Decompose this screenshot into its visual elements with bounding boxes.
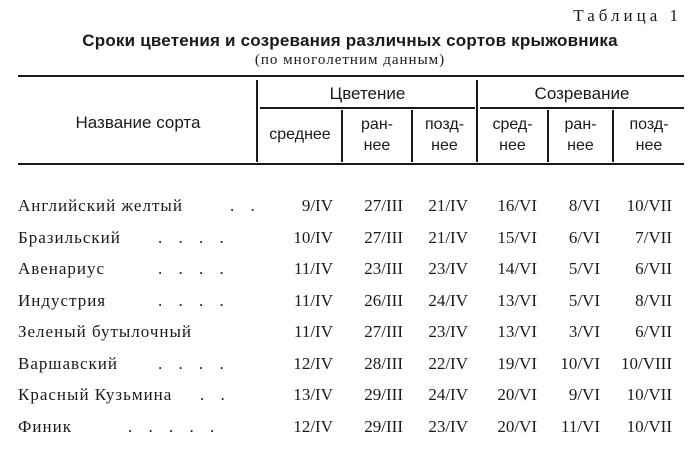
column-header-ripening-early: ран- нее <box>564 116 597 154</box>
date-cell: 20/VI <box>497 416 537 436</box>
date-cell: 7/VII <box>635 227 672 247</box>
date-cell: 19/VI <box>497 353 537 373</box>
column-group-ripening: Созревание <box>534 84 630 103</box>
column-header-flowering-late: позд- нее <box>424 116 465 154</box>
column-header-ripening-late: позд- нее <box>629 116 669 154</box>
variety-name: Бразильский <box>18 227 121 247</box>
date-cell: 24/IV <box>428 290 468 310</box>
table-row <box>0 417 700 447</box>
date-cell: 26/III <box>364 290 403 310</box>
table-row <box>0 291 700 321</box>
date-cell: 10/VII <box>626 196 672 215</box>
date-cell: 6/VII <box>635 259 672 278</box>
variety-name: Красный Кузьмина <box>18 385 173 404</box>
variety-name: Финик <box>18 416 72 436</box>
dot-leaders: . . <box>230 196 261 215</box>
column-header-name: Название сорта <box>75 113 201 132</box>
date-cell: 27/III <box>364 322 403 341</box>
table-row <box>0 322 700 352</box>
date-cell: 11/IV <box>293 259 333 278</box>
table-row <box>0 354 700 384</box>
dot-leaders: . . . . . <box>128 416 221 436</box>
date-cell: 10/IV <box>293 227 333 247</box>
table-title: Сроки цветения и созревания различных сортов крыжовника <box>82 31 618 50</box>
date-cell: 27/III <box>364 196 403 215</box>
date-cell: 13/IV <box>293 385 333 404</box>
ripening-group-rule <box>480 107 684 109</box>
date-cell: 14/VI <box>497 259 537 278</box>
variety-name: Варшавский <box>18 353 118 373</box>
date-cell: 29/III <box>364 385 403 404</box>
date-cell: 16/VI <box>497 196 537 215</box>
column-header-flowering-average: среднее <box>269 126 331 143</box>
date-cell: 8/VI <box>568 196 600 215</box>
date-cell: 5/VI <box>568 290 600 310</box>
date-cell: 29/III <box>364 416 403 436</box>
date-cell: 8/VII <box>635 290 672 310</box>
dot-leaders: . . . . <box>158 290 230 310</box>
date-cell: 23/IV <box>428 416 468 436</box>
dot-leaders: . . . . <box>158 353 230 373</box>
date-cell: 3/VI <box>568 322 600 341</box>
date-cell: 12/IV <box>293 353 333 373</box>
date-cell: 15/VI <box>497 227 537 247</box>
date-cell: 23/IV <box>428 322 468 341</box>
date-cell: 11/IV <box>293 322 333 341</box>
column-header-flowering-early: ран- нее <box>361 116 393 154</box>
date-cell: 21/IV <box>428 196 468 215</box>
variety-name: Английский желтый <box>18 196 183 215</box>
date-cell: 13/VI <box>497 290 537 310</box>
header-bottom-rule <box>18 163 684 165</box>
table-number: Таблица 1 <box>573 6 682 25</box>
date-cell: 5/VI <box>568 259 600 278</box>
date-cell: 23/III <box>364 259 403 278</box>
date-cell: 27/III <box>364 227 403 247</box>
date-cell: 20/VI <box>497 385 537 404</box>
date-cell: 12/IV <box>293 416 333 436</box>
date-cell: 23/IV <box>428 259 468 278</box>
table-row <box>0 259 700 289</box>
table-top-rule <box>18 75 684 77</box>
table-row <box>0 196 700 226</box>
date-cell: 24/IV <box>428 385 468 404</box>
date-cell: 22/IV <box>428 353 468 373</box>
table-row <box>0 228 700 258</box>
variety-name: Зеленый бутылочный <box>18 322 193 341</box>
date-cell: 9/VI <box>568 385 600 404</box>
dot-leaders: . . . . <box>158 227 230 247</box>
table-row <box>0 385 700 415</box>
date-cell: 28/III <box>364 353 403 373</box>
date-cell: 13/VI <box>497 322 537 341</box>
date-cell: 10/VII <box>626 385 672 404</box>
dot-leaders: . . <box>200 385 231 404</box>
date-cell: 10/VIII <box>621 353 672 373</box>
date-cell: 9/IV <box>301 196 333 215</box>
table-subtitle: (по многолетним данным) <box>254 52 446 68</box>
date-cell: 6/VII <box>635 322 672 341</box>
variety-name: Авенариус <box>18 259 106 278</box>
variety-name: Индустрия <box>18 290 107 310</box>
column-header-ripening-average: сред- нее <box>492 116 533 154</box>
date-cell: 11/VI <box>560 416 600 436</box>
column-group-flowering: Цветение <box>329 84 406 103</box>
dot-leaders: . . . . <box>158 259 230 278</box>
date-cell: 10/VII <box>626 416 672 436</box>
flowering-group-rule <box>260 107 475 109</box>
date-cell: 21/IV <box>428 227 468 247</box>
date-cell: 6/VI <box>568 227 600 247</box>
date-cell: 10/VI <box>560 353 600 373</box>
date-cell: 11/IV <box>293 290 333 310</box>
